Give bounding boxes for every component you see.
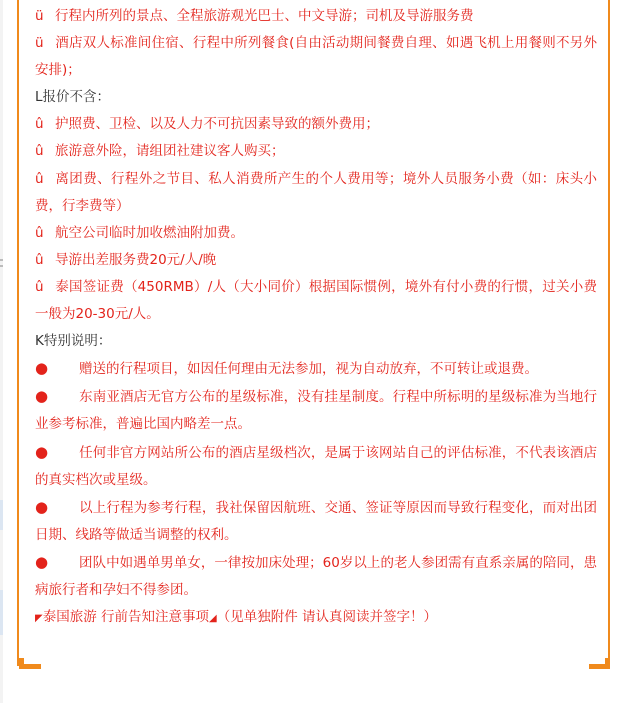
special-note: ● 以上行程为参考行程，我社保留因航班、交通、签证等原因而导致行程变化，而对出团日期、线路等做适当调整的权利。: [35, 494, 597, 549]
cross-marker: û: [35, 278, 44, 295]
excludes-header: L报价不含：: [35, 89, 111, 106]
check-marker: ü: [35, 8, 44, 24]
special-note: ● 赠送的行程项目，如因任何理由无法参加，视为自动放弃，不可转让或退费。: [35, 355, 597, 383]
cross-marker: û: [35, 143, 44, 160]
bullet-icon: ●: [35, 387, 49, 406]
check-marker: ü: [35, 35, 44, 52]
exclude-item: û 导游出差服务费20元/人/晚: [35, 247, 597, 274]
special-notes-header: K特别说明：: [35, 333, 112, 350]
cross-marker: û: [35, 251, 44, 268]
edge-tick: [0, 259, 3, 261]
notice-content: [35, 3, 597, 632]
exclude-item: û 航空公司临时加收燃油附加费。: [35, 220, 597, 247]
triangle-left-icon: ◤: [35, 613, 43, 625]
footer-attachment-notice: [35, 604, 597, 632]
cross-marker: û: [35, 170, 44, 187]
frame-left-border: [17, 0, 19, 666]
edge-highlight: [0, 500, 3, 530]
frame-corner-bottom-left: [19, 658, 41, 669]
cross-marker: û: [35, 224, 44, 241]
bullet-icon: ●: [35, 442, 49, 461]
exclude-item: û 旅游意外险，请组团社建议客人购买；: [35, 138, 597, 165]
special-note: ● 东南亚酒店无官方公布的星级标准，没有挂星制度。行程中所标明的星级标准为当地行业参考标准，普遍比国内略差一点。: [35, 383, 597, 438]
bullet-icon: ●: [35, 552, 49, 571]
left-edge-strip: [0, 0, 3, 703]
bullet-icon: ●: [35, 497, 49, 516]
frame-right-border: [608, 0, 610, 666]
bullet-icon: ●: [35, 359, 49, 378]
attachment-title: 泰国旅游 行前告知注意事项: [42, 609, 209, 626]
edge-tick: [0, 265, 3, 267]
exclude-item: û 离团费、行程外之节目、私人消费所产生的个人费用等；境外人员服务小费（如：床头小费，行李费等）: [35, 166, 597, 220]
attachment-note: （见单独附件 请认真阅读并签字！）: [216, 609, 437, 626]
include-item: ü 酒店双人标准间住宿、行程中所列餐食(自由活动期间餐费自理、如遇飞机上用餐则不另外安排)；: [35, 30, 597, 84]
edge-highlight: [0, 590, 3, 635]
frame-corner-bottom-right: [589, 658, 610, 669]
exclude-item: û 泰国签证费（450RMB）/人（大小同价）根据国际惯例，境外有付小费的行惯，过关小费一般为20-30元/人。: [35, 274, 597, 328]
exclude-item: û 护照费、卫检、以及人力不可抗因素导致的额外费用；: [35, 111, 597, 138]
special-note: ● 任何非官方网站所公布的酒店星级档次，是属于该网站自己的评估标准，不代表该酒店的真实档次或星级。: [35, 439, 597, 494]
special-note: ● 团队中如遇单男单女，一律按加床处理；60岁以上的老人参团需有直系亲属的陪同，患病旅行者和孕妇不得参团。: [35, 549, 597, 604]
include-item: ü 行程内所列的景点、全程旅游观光巴士、中文导游；司机及导游服务费: [35, 3, 597, 30]
triangle-right-icon: ◢: [209, 613, 217, 625]
cross-marker: û: [35, 116, 44, 133]
